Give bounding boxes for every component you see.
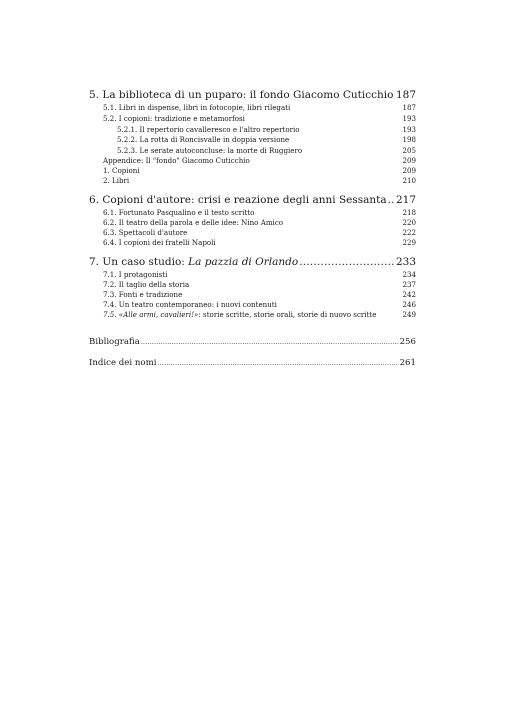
toc-entry[interactable] [103, 218, 416, 227]
toc-chapter-title: 5. La biblioteca di un puparo: il fondo Giacomo Cuticchio [89, 89, 394, 101]
toc-entry[interactable] [103, 114, 416, 123]
toc-entry[interactable] [117, 125, 416, 134]
toc-entry-title: 7.2. Il taglio della storia [103, 280, 190, 289]
toc-chapter-5[interactable] [89, 89, 416, 101]
toc-entry[interactable] [103, 176, 416, 185]
toc-entry[interactable] [103, 103, 416, 112]
toc-entry[interactable] [103, 228, 416, 237]
toc-entry[interactable] [103, 156, 416, 165]
toc-page-number: 220 [402, 218, 416, 227]
toc-entry-title: Bibliografia [89, 337, 140, 347]
toc-page-number: 233 [395, 256, 416, 268]
toc-page-number: 210 [402, 176, 416, 185]
toc-entry-title: 1. Copioni [103, 166, 140, 175]
toc-entry-title: 7.4. Un teatro contemporaneo: i nuovi contenuti [103, 300, 277, 309]
toc-page-number: 249 [402, 310, 416, 319]
toc-entry-title: 7.5. «Alle armi, cavalieri!»: storie scritte, storie orali, storie di nuovo scritte [103, 310, 377, 319]
toc-page-number: 229 [402, 238, 416, 247]
toc-entry[interactable] [103, 300, 416, 309]
toc-bibliografia[interactable] [89, 337, 416, 347]
toc-entry[interactable] [103, 280, 416, 289]
toc-chapter-title: 7. Un caso studio: La pazzia di Orlando [89, 256, 299, 268]
toc-entry-title: 7.3. Fonti e tradizione [103, 290, 183, 299]
leader-dots [141, 337, 399, 347]
toc-entry-title: 6.4. I copioni dei fratelli Napoli [103, 238, 216, 247]
toc-entry-title: 5.1. Libri in dispense, libri in fotocopie, libri rilegati [103, 103, 291, 112]
leader-dots [394, 89, 395, 101]
toc-page-number: 209 [402, 166, 416, 175]
toc-page-number: 209 [402, 156, 416, 165]
toc-page-number: 237 [402, 280, 416, 289]
toc-page-number: 256 [399, 337, 416, 347]
toc-entry-title: 6.3. Spettacoli d'autore [103, 228, 188, 237]
toc-entry-title: 7.1. I protagonisti [103, 270, 168, 279]
toc-page-number: 193 [402, 125, 416, 134]
toc-chapter-title-italic: La pazzia di Orlando [188, 256, 299, 268]
toc-entry[interactable] [103, 310, 416, 319]
toc-entry-title: 5.2. I copioni: tradizione e metamorfosi [103, 114, 245, 123]
toc-page-number: 198 [402, 135, 416, 144]
toc-entry[interactable] [103, 290, 416, 299]
toc-entry[interactable] [103, 270, 416, 279]
toc-entry[interactable] [117, 146, 416, 155]
toc-page-number: 217 [395, 194, 416, 206]
toc-page-number: 205 [402, 146, 416, 155]
toc-entry[interactable] [103, 208, 416, 217]
toc-entry-title: 5.2.2. La rotta di Roncisvalle in doppia versione [117, 135, 290, 144]
toc-page-number: 246 [402, 300, 416, 309]
toc-page-number: 242 [402, 290, 416, 299]
toc-page-number: 234 [402, 270, 416, 279]
toc-page-number: 193 [402, 114, 416, 123]
toc-entry-title: 5.2.3. Le serate autoconcluse: la morte di Ruggiero [117, 146, 303, 155]
toc-chapter-6[interactable] [89, 194, 416, 206]
toc-indice-dei-nomi[interactable] [89, 358, 416, 368]
toc-entry[interactable] [117, 135, 416, 144]
toc-page-number: 218 [402, 208, 416, 217]
leader-dots [157, 358, 398, 368]
toc-page-number: 187 [395, 89, 416, 101]
toc-entry-title: Indice dei nomi [89, 358, 157, 368]
toc-entry-title: 6.2. Il teatro della parola e delle idee: Nino Amico [103, 218, 284, 227]
toc-entry-title: 2. Libri [103, 176, 130, 185]
leader-dots [299, 256, 395, 268]
toc-page-number: 222 [402, 228, 416, 237]
toc-chapter-7[interactable] [89, 256, 416, 268]
toc-entry[interactable] [103, 166, 416, 175]
toc-entry-title: Appendice: Il "fondo" Giacomo Cuticchio [103, 156, 250, 165]
toc-entry[interactable] [103, 238, 416, 247]
toc-page-number: 261 [399, 358, 416, 368]
toc-page-number: 187 [402, 103, 416, 112]
leader-dots [388, 194, 395, 206]
toc-entry-title: 6.1. Fortunato Pasqualino e il testo scritto [103, 208, 255, 217]
toc-chapter-title: 6. Copioni d'autore: crisi e reazione degli anni Sessanta [89, 194, 387, 206]
toc-entry-title: 5.2.1. Il repertorio cavalleresco e l'altro repertorio [117, 125, 300, 134]
